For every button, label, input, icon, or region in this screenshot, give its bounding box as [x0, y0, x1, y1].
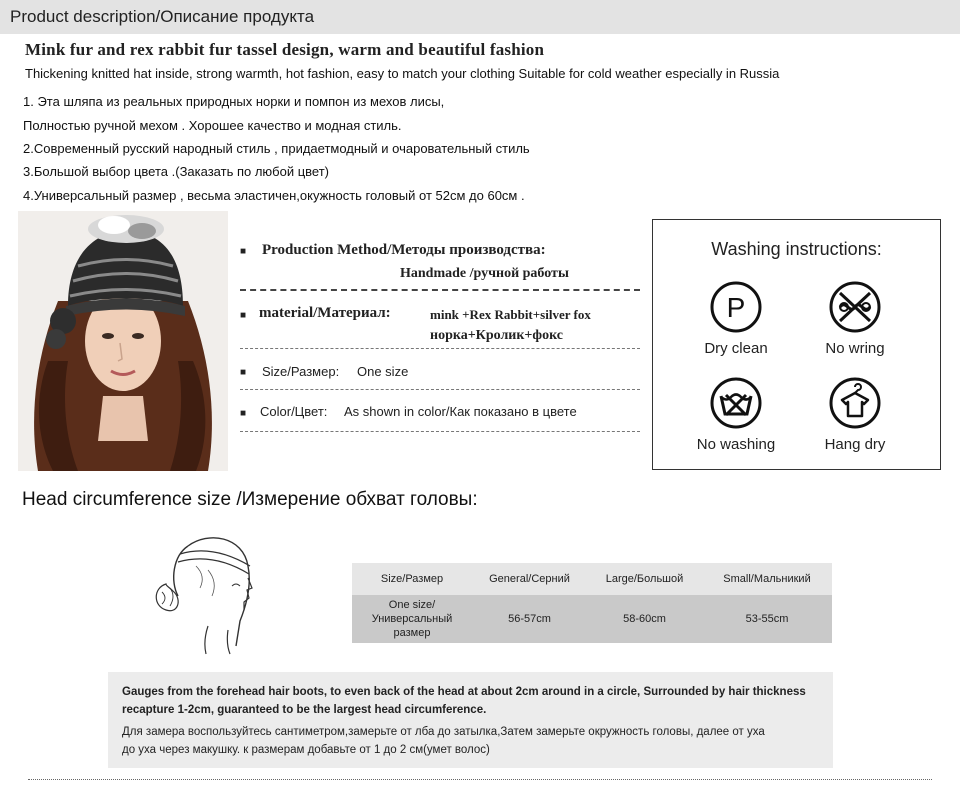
- head-size-title: Head circumference size /Измерение обхват головы:: [22, 489, 478, 510]
- washing-instructions-box: [652, 219, 941, 470]
- table-header-cell: General/Серний: [472, 563, 587, 595]
- washing-title: Washing instructions:: [711, 239, 882, 259]
- bullet-icon: ■: [240, 408, 247, 419]
- table-cell: 56-57cm: [472, 595, 587, 643]
- no-washing-icon: [709, 376, 763, 430]
- row-label-line: размер: [393, 627, 431, 639]
- material-value-ru: норка+Кролик+фокс: [430, 328, 564, 343]
- hang-dry-icon: [828, 376, 882, 430]
- svg-text:P: P: [726, 292, 746, 323]
- table-header-cell: Size/Размер: [352, 563, 472, 595]
- description-line: 1. Эта шляпа из реальных природных норки и помпон из мехов лисы,: [23, 94, 445, 109]
- divider: [240, 289, 640, 291]
- size-table: [352, 563, 832, 643]
- measure-instructions: [108, 672, 833, 768]
- bottom-divider: [28, 779, 932, 780]
- wash-label: Dry clean: [704, 340, 768, 357]
- color-value: As shown in color/Как показано в цвете: [344, 404, 577, 419]
- size-label: Size/Размер:: [262, 364, 340, 379]
- wash-label: No washing: [696, 436, 776, 453]
- table-cell: 58-60cm: [587, 595, 702, 643]
- bullet-icon: ■: [240, 310, 247, 321]
- product-subline: Thickening knitted hat inside, strong warmth, hot fashion, easy to match your clothing Suitable for cold weather especially in Russia: [25, 66, 780, 81]
- divider: [240, 348, 640, 349]
- instructions-en-line: recapture 1-2cm, guaranteed to be the largest head circumference.: [122, 704, 487, 716]
- section-title: Product description/Описание продукта: [10, 7, 315, 26]
- wash-item-dry-clean: [681, 280, 791, 357]
- instructions-ru-line: до уха через макушку. к размерам добавьте от 1 до 2 см(умет волос): [122, 744, 490, 756]
- instructions-ru-line: Для замера воспользуйтесь сантиметром,замерьте от лба до затылка,Затем замерьте окружность головы, далее от уха: [122, 726, 765, 738]
- dry-clean-icon: [709, 280, 763, 334]
- production-method-value: Handmade /ручной работы: [400, 266, 569, 281]
- description-line: 4.Универсальный размер , весьма эластичен,окужность головый от 52см до 60см .: [23, 188, 525, 203]
- wash-item-no-washing: [681, 376, 791, 453]
- color-label: Color/Цвет:: [260, 404, 328, 419]
- row-label-line: One size/: [388, 599, 436, 611]
- divider: [240, 389, 640, 390]
- wash-label: No wring: [825, 340, 885, 357]
- material-value-en: mink +Rex Rabbit+silver fox: [430, 307, 591, 322]
- divider: [240, 431, 640, 432]
- wash-item-hang-dry: [800, 376, 910, 453]
- no-wring-icon: [828, 280, 882, 334]
- section-header: [0, 0, 960, 34]
- table-row-label: [352, 595, 472, 643]
- wash-label: Hang dry: [824, 436, 886, 453]
- instructions-en-line: Gauges from the forehead hair boots, to even back of the head at about 2cm around in a circle, Surrounded by hair thickness: [122, 686, 806, 698]
- size-value: One size: [357, 364, 409, 379]
- description-line: 2.Современный русский народный стиль , придаетмодный и очаровательный стиль: [23, 141, 530, 156]
- table-header-row: [352, 563, 832, 595]
- bullet-icon: ■: [240, 367, 247, 378]
- table-row: [352, 595, 832, 643]
- table-header-cell: Small/Мальникий: [702, 563, 832, 595]
- model-photo: [18, 211, 228, 471]
- product-headline: Mink fur and rex rabbit fur tassel design, warm and beautiful fashion: [25, 40, 545, 59]
- row-label-line: Универсальный: [371, 613, 453, 625]
- bullet-icon: ■: [240, 246, 247, 257]
- description-line: Полностью ручной мехом . Хорошее качество и модная стиль.: [23, 118, 402, 133]
- wash-item-no-wring: [800, 280, 910, 357]
- production-method-label: Production Method/Методы производства:: [262, 242, 546, 258]
- table-cell: 53-55cm: [702, 595, 832, 643]
- description-line: 3.Большой выбор цвета .(Заказать по любой цвет): [23, 164, 330, 179]
- head-measure-illustration: [148, 526, 268, 656]
- table-header-cell: Large/Большой: [587, 563, 702, 595]
- material-label: material/Материал:: [259, 305, 391, 321]
